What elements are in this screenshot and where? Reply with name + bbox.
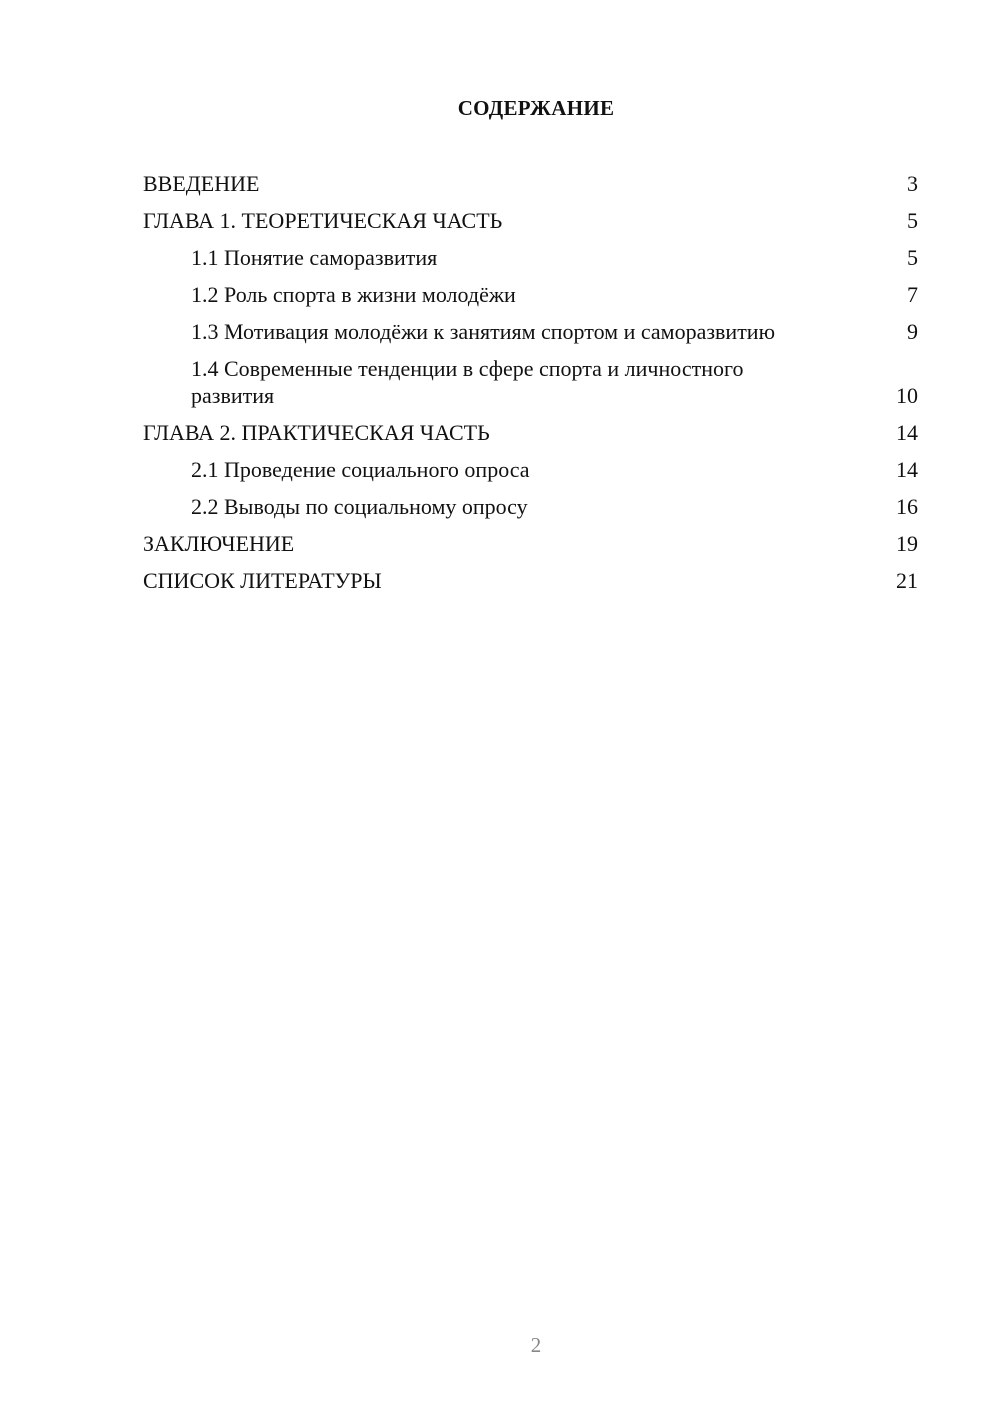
toc-entry-section-1-2[interactable]	[143, 281, 918, 308]
toc-entry-references[interactable]	[143, 567, 918, 594]
toc-entry-page: 3	[907, 171, 918, 196]
toc-entry-label: 1.4 Современные тенденции в сфере спорта и личностного развития	[191, 356, 744, 408]
table-of-contents	[143, 170, 918, 604]
toc-entry-page: 19	[896, 531, 918, 556]
toc-entry-label: ВВЕДЕНИЕ	[143, 171, 260, 196]
toc-entry-page: 7	[907, 282, 918, 307]
toc-entry-section-2-1[interactable]	[143, 456, 918, 483]
toc-entry-label: СПИСОК ЛИТЕРАТУРЫ	[143, 568, 382, 593]
toc-entry-label: 1.3 Мотивация молодёжи к занятиям спортом и саморазвитию	[191, 319, 776, 344]
toc-entry-chapter-2[interactable]	[143, 419, 918, 446]
toc-entry-page: 14	[896, 457, 918, 482]
toc-entry-page: 5	[907, 208, 918, 233]
toc-entry-label: 2.1 Проведение социального опроса	[191, 457, 530, 482]
toc-entry-introduction[interactable]	[143, 170, 918, 197]
toc-entry-chapter-1[interactable]	[143, 207, 918, 234]
toc-entry-page: 5	[907, 245, 918, 270]
toc-entry-section-1-4[interactable]	[143, 355, 918, 409]
toc-entry-section-1-3[interactable]	[143, 318, 918, 345]
toc-entry-page: 21	[896, 568, 918, 593]
page-title: СОДЕРЖАНИЕ	[457, 96, 615, 120]
page-number: 2	[530, 1333, 542, 1357]
toc-entry-conclusion[interactable]	[143, 530, 918, 557]
toc-entry-label: ГЛАВА 1. ТЕОРЕТИЧЕСКАЯ ЧАСТЬ	[143, 208, 503, 233]
toc-entry-page: 9	[907, 319, 918, 344]
toc-entry-section-1-1[interactable]	[143, 244, 918, 271]
toc-entry-label: 1.1 Понятие саморазвития	[191, 245, 438, 270]
toc-entry-page: 10	[896, 383, 918, 408]
toc-entry-label: ГЛАВА 2. ПРАКТИЧЕСКАЯ ЧАСТЬ	[143, 420, 490, 445]
toc-entry-page: 14	[896, 420, 918, 445]
toc-entry-page: 16	[896, 494, 918, 519]
toc-entry-label: ЗАКЛЮЧЕНИЕ	[143, 531, 295, 556]
toc-entry-label: 1.2 Роль спорта в жизни молодёжи	[191, 282, 516, 307]
toc-entry-label: 2.2 Выводы по социальному опросу	[191, 494, 528, 519]
toc-entry-section-2-2[interactable]	[143, 493, 918, 520]
